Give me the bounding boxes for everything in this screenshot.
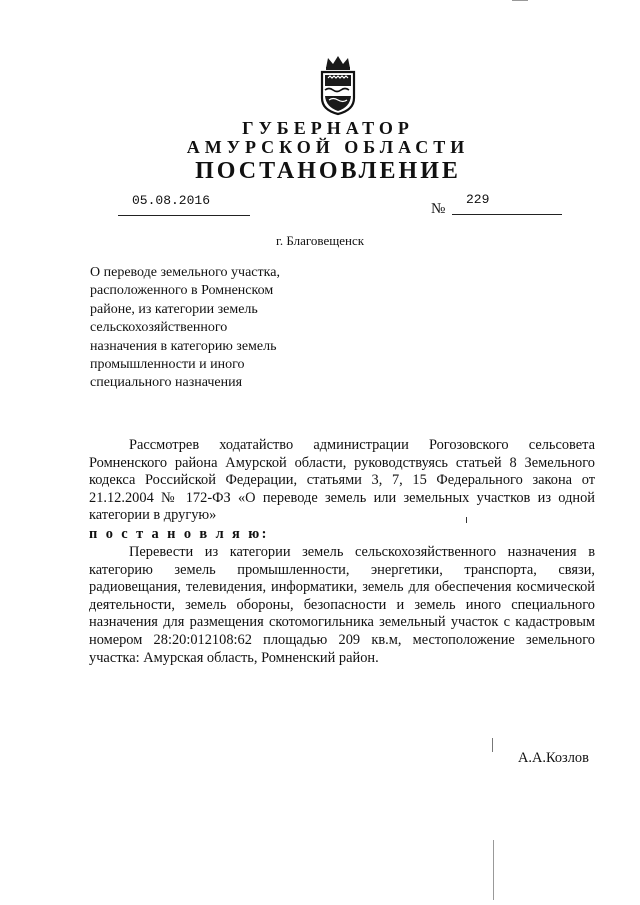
subject-line: назначения в категорию земель [90, 338, 277, 354]
signature-name: А.А.Козлов [518, 750, 589, 766]
city-label: г. Благовещенск [275, 233, 365, 248]
subject-line: сельскохозяйственного [90, 320, 228, 336]
subject-line: промышленности и иного [90, 357, 245, 373]
document-subject [90, 264, 320, 393]
preamble-paragraph: Рассмотрев ходатайство администрации Рогозовского сельсовета Ромненского района Амурской области, руководствуясь статьей 8 Земельного кодекса Российской Федерации, статьями 3, 7, 15 Федерального закона от 21.12.2004 № 172-ФЗ «О переводе земель или земельных участков из одной категории в другую» [89, 437, 595, 524]
coat-of-arms-icon [316, 54, 360, 116]
decree-word: п о с т а н о в л я ю: [89, 526, 269, 542]
decision-paragraph: Перевести из категории земель сельскохозяйственного назначения в категорию земель промышленности, энергетики, транспорта, связи, радиовещания, телевидения, информатики, земель для обеспечения космической деятельности, земель обороны, безопасности и земель иного специального назначения для размещения скотомогильника земельный участок с кадастровым номером 28:20:012108:62 площадью 209 кв.м, местоположение земельного участка: Амурская область, Ромненский район. [89, 544, 595, 666]
document-type-title: ПОСТАНОВЛЕНИЕ [195, 158, 461, 184]
issuer-title: ГУБЕРНАТОР [242, 118, 414, 138]
scan-artifact [466, 517, 467, 523]
scan-artifact [493, 840, 494, 900]
scan-artifact [492, 738, 493, 752]
subject-line: О переводе земельного участка, [90, 265, 280, 280]
subject-line: районе, из категории земель [90, 301, 258, 317]
number-sign: № [431, 201, 446, 217]
document-date: 05.08.2016 [132, 193, 211, 208]
issuer-region: АМУРСКОЙ ОБЛАСТИ [186, 137, 470, 157]
date-underline [118, 215, 250, 216]
document-number: 229 [466, 192, 490, 207]
subject-line: специального назначения [90, 375, 243, 391]
number-underline [452, 214, 562, 215]
scan-artifact [512, 0, 528, 1]
subject-line: расположенного в Ромненском [90, 283, 274, 299]
